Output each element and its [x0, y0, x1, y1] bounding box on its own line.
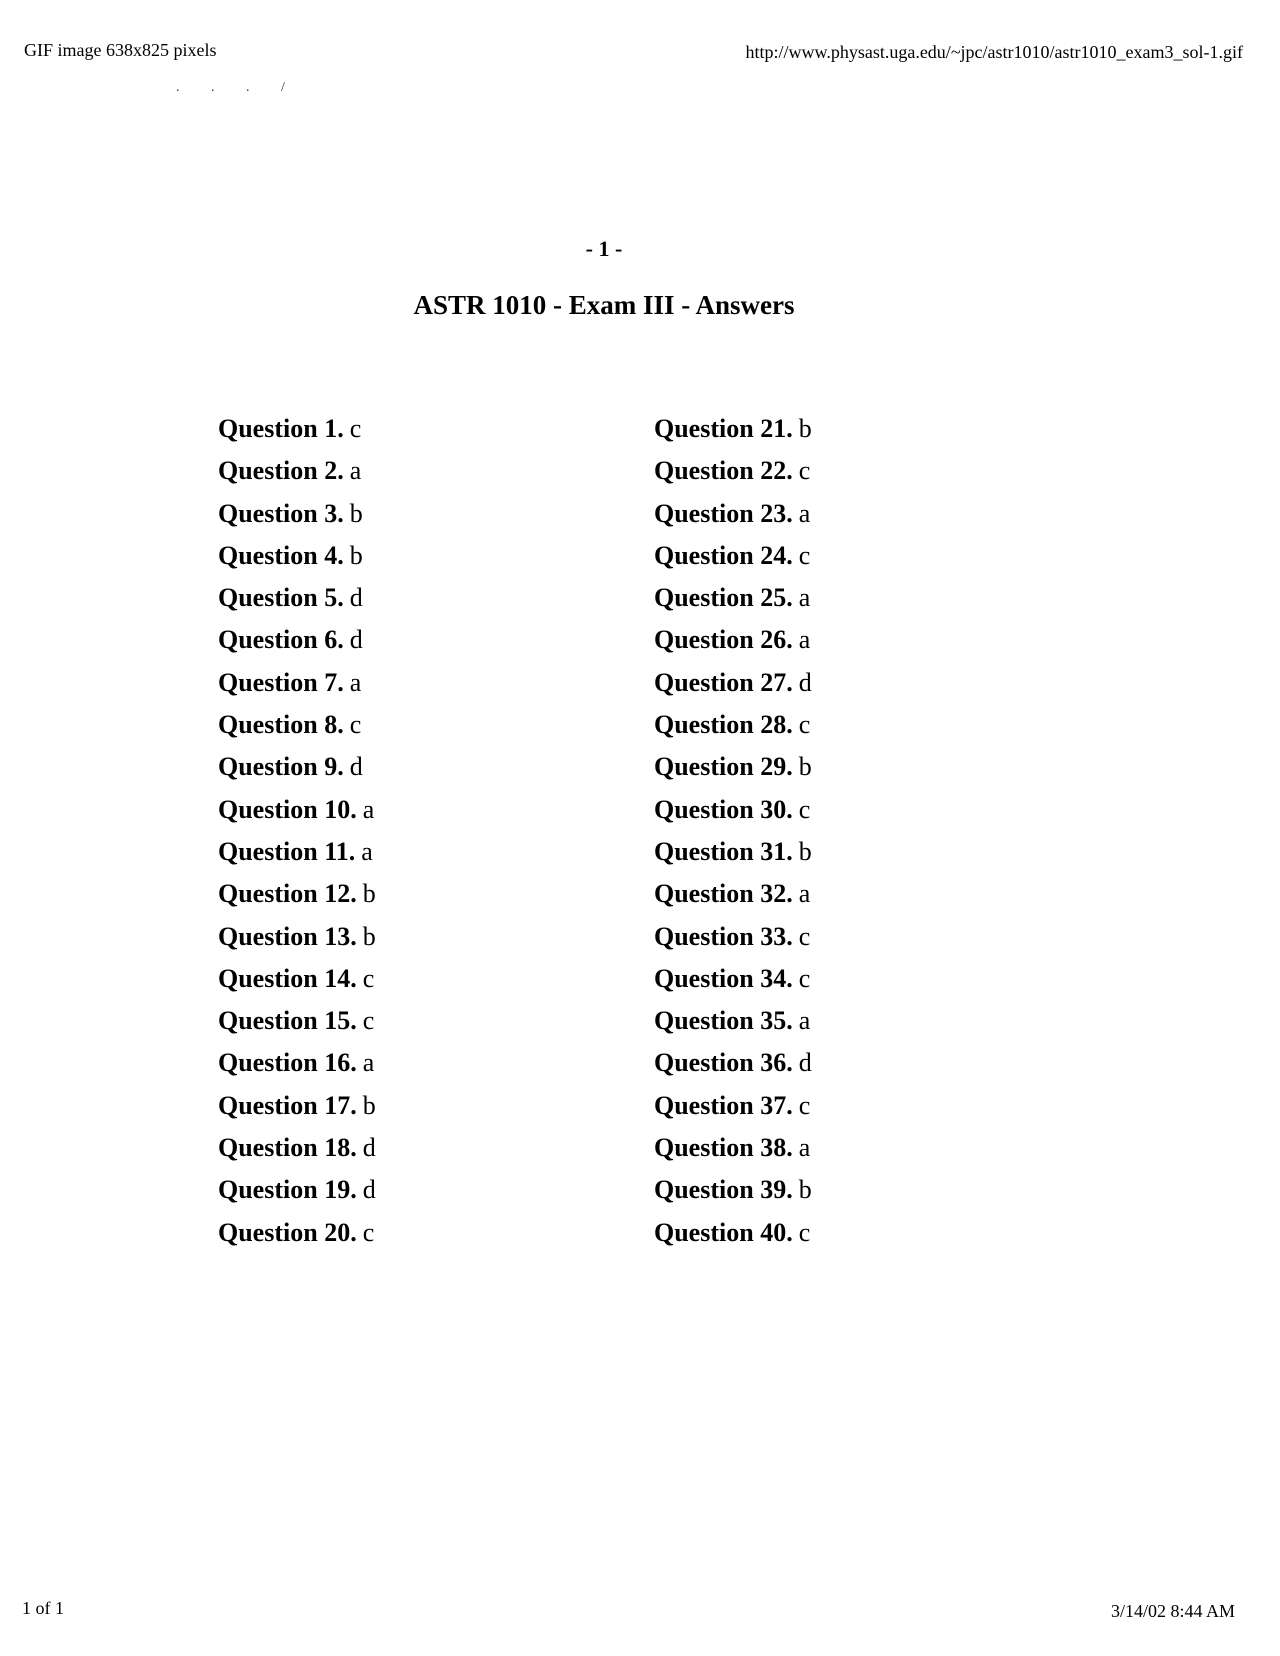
answer-row — [218, 1085, 376, 1127]
answer-row — [654, 450, 812, 492]
answer-letter: d — [798, 667, 812, 697]
question-number: 6. — [324, 625, 344, 655]
answer-row — [218, 704, 376, 746]
answer-letter: a — [798, 498, 811, 528]
answer-row — [218, 577, 376, 619]
question-number: 22. — [760, 456, 793, 486]
answer-row — [654, 1042, 812, 1084]
answer-row — [654, 493, 812, 535]
question-label: Question — [218, 921, 318, 951]
answer-letter: d — [349, 583, 363, 613]
answer-row — [654, 577, 812, 619]
question-label: Question — [218, 583, 318, 613]
print-header-url: http://www.physast.uga.edu/~jpc/astr1010/astr1010_exam3_sol-1.gif — [745, 42, 1243, 62]
answer-row — [218, 1212, 376, 1254]
question-number: 27. — [760, 667, 793, 697]
question-label: Question — [218, 625, 318, 655]
question-number: 34. — [760, 963, 793, 993]
answer-row — [218, 873, 376, 915]
question-number: 5. — [324, 583, 344, 613]
question-number: 24. — [760, 540, 793, 570]
question-label: Question — [654, 963, 754, 993]
page-number: - 1 - — [585, 236, 623, 261]
question-number: 39. — [760, 1175, 793, 1205]
answer-row — [654, 831, 812, 873]
answer-row — [218, 662, 376, 704]
question-number: 12. — [324, 879, 357, 909]
question-number: 21. — [760, 414, 793, 443]
question-number: 20. — [324, 1217, 357, 1247]
question-label: Question — [218, 836, 318, 866]
question-number: 7. — [324, 667, 344, 697]
answer-letter: c — [798, 710, 811, 740]
question-label: Question — [654, 625, 754, 655]
answer-row — [654, 535, 812, 577]
question-label: Question — [654, 1217, 754, 1247]
answer-letter: b — [798, 414, 812, 443]
answer-letter: a — [798, 1006, 811, 1036]
answer-row — [218, 746, 376, 788]
answer-letter: d — [798, 1048, 812, 1078]
question-label: Question — [218, 1175, 318, 1205]
question-label: Question — [218, 540, 318, 570]
question-number: 2. — [324, 456, 344, 486]
print-footer-page-count: 1 of 1 — [22, 1598, 64, 1618]
answer-letter: a — [362, 1048, 375, 1078]
question-number: 38. — [760, 1133, 793, 1163]
answer-row — [654, 746, 812, 788]
answer-letter: d — [349, 752, 363, 782]
answer-row — [218, 535, 376, 577]
question-number: 4. — [324, 540, 344, 570]
answer-letter: c — [362, 1006, 375, 1036]
question-number: 13. — [324, 921, 357, 951]
question-label: Question — [654, 456, 754, 486]
answer-letter: d — [362, 1175, 376, 1205]
answer-letter: b — [349, 540, 363, 570]
answer-letter: a — [362, 794, 375, 824]
answer-letter: b — [798, 752, 812, 782]
question-number: 15. — [324, 1006, 357, 1036]
answer-letter: c — [362, 1217, 375, 1247]
answer-row — [654, 1169, 812, 1211]
answer-letter: c — [798, 540, 811, 570]
question-number: 23. — [760, 498, 793, 528]
answer-letter: a — [349, 667, 362, 697]
print-footer-timestamp: 3/14/02 8:44 AM — [1110, 1601, 1235, 1621]
question-number: 8. — [324, 710, 344, 740]
answer-row — [218, 789, 376, 831]
question-label: Question — [218, 1217, 318, 1247]
answer-letter: b — [798, 836, 812, 866]
question-label: Question — [654, 879, 754, 909]
answer-letter: a — [798, 1133, 811, 1163]
question-number: 35. — [760, 1006, 793, 1036]
answer-row — [654, 704, 812, 746]
question-number: 28. — [760, 710, 793, 740]
question-label: Question — [218, 1006, 318, 1036]
question-label: Question — [654, 1006, 754, 1036]
question-number: 37. — [760, 1090, 793, 1120]
answer-letter: a — [349, 456, 362, 486]
question-label: Question — [218, 879, 318, 909]
question-label: Question — [654, 540, 754, 570]
question-number: 18. — [324, 1133, 357, 1163]
answer-letter: a — [798, 625, 811, 655]
answer-letter: c — [349, 710, 362, 740]
answer-letter: c — [362, 963, 375, 993]
question-label: Question — [218, 1090, 318, 1120]
question-number: 31. — [760, 836, 793, 866]
answer-letter: c — [798, 456, 811, 486]
answer-letter: c — [798, 1090, 811, 1120]
question-label: Question — [654, 1048, 754, 1078]
question-label: Question — [218, 752, 318, 782]
answer-letter: b — [349, 498, 363, 528]
answer-row — [654, 1212, 812, 1254]
question-label: Question — [218, 794, 318, 824]
question-label: Question — [218, 667, 318, 697]
answer-row — [654, 619, 812, 661]
answer-column-left — [218, 408, 376, 1254]
answer-letter: b — [362, 879, 376, 909]
answer-row — [218, 1000, 376, 1042]
question-label: Question — [654, 667, 754, 697]
question-label: Question — [218, 414, 318, 443]
question-label: Question — [654, 498, 754, 528]
answer-row — [654, 916, 812, 958]
question-label: Question — [654, 921, 754, 951]
question-number: 9. — [324, 752, 344, 782]
answer-letter: b — [362, 921, 376, 951]
page-title: ASTR 1010 - Exam III - Answers — [413, 290, 795, 320]
question-number: 3. — [324, 498, 344, 528]
answer-letter: a — [361, 836, 373, 866]
question-label: Question — [654, 710, 754, 740]
question-label: Question — [218, 498, 318, 528]
answer-row — [654, 408, 812, 450]
question-number: 26. — [760, 625, 793, 655]
answer-letter: c — [798, 1217, 811, 1247]
answer-row — [218, 1042, 376, 1084]
answer-row — [218, 1127, 376, 1169]
question-number: 17. — [324, 1090, 357, 1120]
question-label: Question — [218, 456, 318, 486]
question-label: Question — [654, 752, 754, 782]
question-label: Question — [654, 794, 754, 824]
question-number: 16. — [324, 1048, 357, 1078]
question-number: 32. — [760, 879, 793, 909]
answer-letter: a — [798, 879, 811, 909]
answer-row — [654, 1127, 812, 1169]
answer-row — [218, 408, 376, 450]
answer-letter: c — [798, 794, 811, 824]
scan-specks: . . . / — [176, 80, 299, 95]
answer-letter: b — [362, 1090, 376, 1120]
answer-row — [218, 831, 376, 873]
answer-row — [654, 1000, 812, 1042]
answer-row — [218, 493, 376, 535]
question-label: Question — [218, 710, 318, 740]
question-label: Question — [218, 1048, 318, 1078]
answer-row — [218, 958, 376, 1000]
question-label: Question — [654, 1133, 754, 1163]
question-number: 19. — [324, 1175, 357, 1205]
question-label: Question — [654, 836, 754, 866]
answer-row — [654, 958, 812, 1000]
question-label: Question — [654, 1090, 754, 1120]
answer-letter: d — [362, 1133, 376, 1163]
answer-letter: b — [798, 1175, 812, 1205]
answer-row — [654, 873, 812, 915]
answer-letter: d — [349, 625, 363, 655]
answer-letter: a — [798, 583, 811, 613]
question-label: Question — [654, 583, 754, 613]
question-label: Question — [218, 963, 318, 993]
question-number: 40. — [760, 1217, 793, 1247]
question-label: Question — [654, 1175, 754, 1205]
question-number: 10. — [324, 794, 357, 824]
question-number: 11. — [324, 836, 356, 866]
answer-row — [218, 619, 376, 661]
print-header-title: GIF image 638x825 pixels — [24, 40, 217, 60]
answer-letter: c — [798, 921, 811, 951]
answer-row — [218, 916, 376, 958]
question-number: 36. — [760, 1048, 793, 1078]
question-number: 14. — [324, 963, 357, 993]
question-number: 1. — [324, 414, 344, 443]
question-number: 30. — [760, 794, 793, 824]
answer-letter: c — [349, 414, 362, 443]
question-number: 33. — [760, 921, 793, 951]
question-number: 25. — [760, 583, 793, 613]
answer-row — [654, 789, 812, 831]
answer-letter: c — [798, 963, 811, 993]
question-label: Question — [654, 414, 754, 443]
question-number: 29. — [760, 752, 793, 782]
question-label: Question — [218, 1133, 318, 1163]
answer-row — [218, 1169, 376, 1211]
answer-column-right — [654, 408, 812, 1254]
answer-row — [654, 1085, 812, 1127]
answer-row — [218, 450, 376, 492]
answer-row — [654, 662, 812, 704]
